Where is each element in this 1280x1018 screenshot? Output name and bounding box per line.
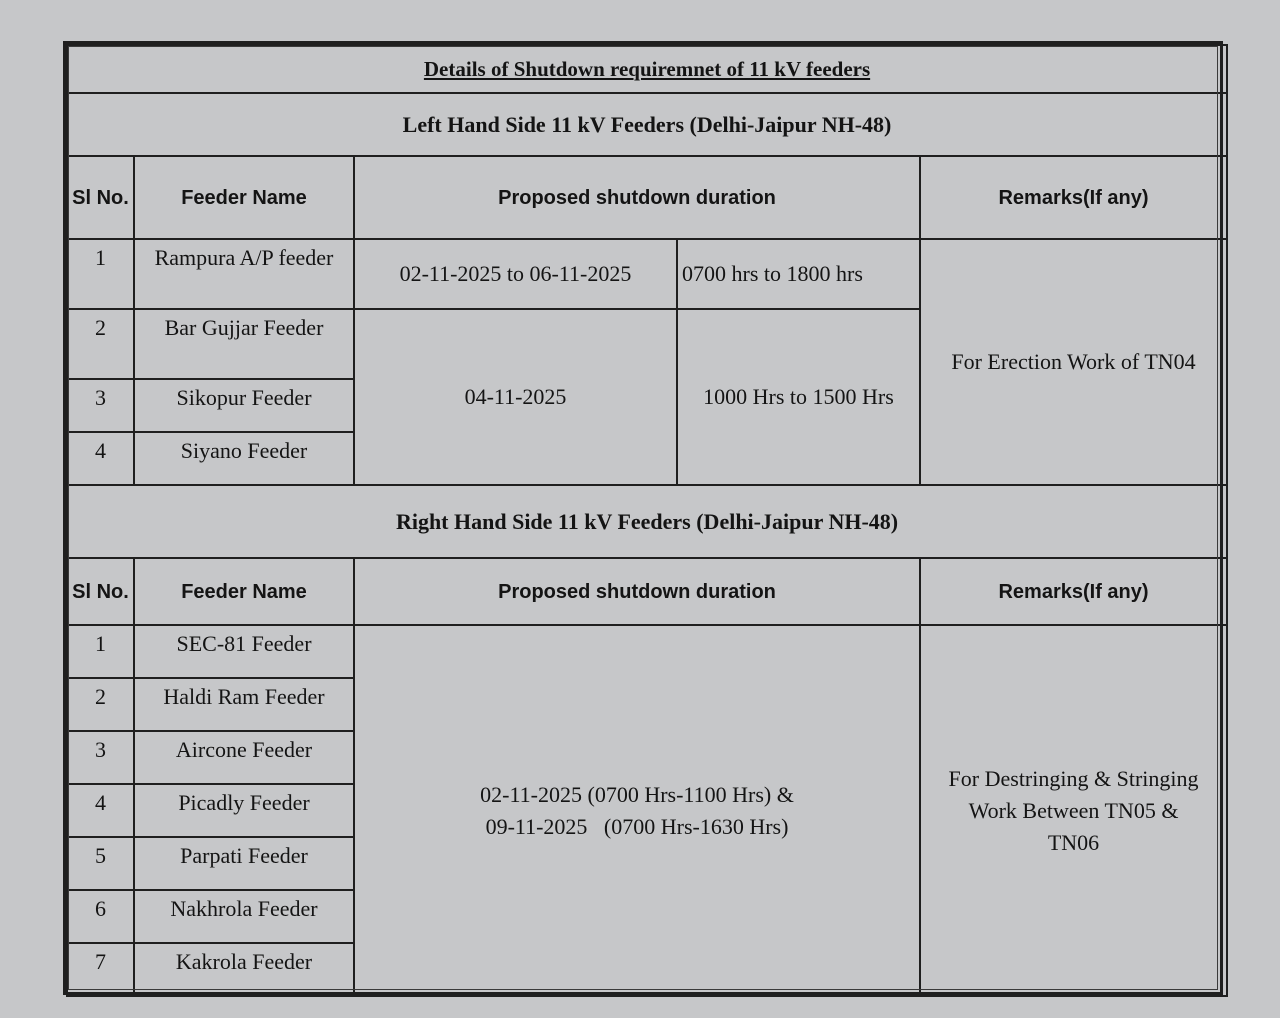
feeder-name-cell: SEC-81 Feeder	[134, 625, 354, 678]
rhs-header-row	[67, 558, 1227, 625]
shutdown-time-cell: 1000 Hrs to 1500 Hrs	[677, 309, 920, 485]
rhs-remark-line-2: Work Between TN05 &	[968, 797, 1179, 823]
shutdown-time-cell: 0700 hrs to 1800 hrs	[677, 239, 920, 309]
title-row	[67, 45, 1227, 93]
rhs-remark-line-1: For Destringing & Stringing	[948, 765, 1199, 791]
rhs-duration-header: Proposed shutdown duration	[354, 558, 920, 625]
sl-no-cell: 4	[67, 432, 134, 485]
feeder-name-cell: Haldi Ram Feeder	[134, 678, 354, 731]
lhs-feeder-name-header: Feeder Name	[134, 156, 354, 239]
sl-no-cell: 3	[67, 379, 134, 432]
shutdown-date-cell: 02-11-2025 to 06-11-2025	[354, 239, 677, 309]
table-row	[67, 239, 1227, 309]
lhs-section-row	[67, 93, 1227, 156]
table-row	[67, 625, 1227, 678]
sl-no-cell: 3	[67, 731, 134, 784]
feeder-name-cell: Siyano Feeder	[134, 432, 354, 485]
shutdown-document	[63, 41, 1223, 995]
rhs-remark-line-3: TN06	[1047, 829, 1100, 855]
feeder-name-cell: Bar Gujjar Feeder	[134, 309, 354, 379]
feeder-name-cell: Parpati Feeder	[134, 837, 354, 890]
shutdown-date-cell: 04-11-2025	[354, 309, 677, 485]
rhs-section-heading: Right Hand Side 11 kV Feeders (Delhi-Jaipur NH-48)	[67, 485, 1227, 558]
lhs-section-heading: Left Hand Side 11 kV Feeders (Delhi-Jaipur NH-48)	[67, 93, 1227, 156]
rhs-remarks-header: Remarks(If any)	[920, 558, 1227, 625]
rhs-sl-no-header: Sl No.	[67, 558, 134, 625]
sl-no-cell: 5	[67, 837, 134, 890]
sl-no-cell: 2	[67, 309, 134, 379]
rhs-remark-cell	[920, 625, 1227, 996]
sl-no-cell: 6	[67, 890, 134, 943]
lhs-sl-no-header: Sl No.	[67, 156, 134, 239]
feeder-name-cell: Aircone Feeder	[134, 731, 354, 784]
document-title: Details of Shutdown requiremnet of 11 kV feeders	[67, 45, 1227, 93]
feeder-name-cell: Nakhrola Feeder	[134, 890, 354, 943]
feeder-name-cell: Sikopur Feeder	[134, 379, 354, 432]
sl-no-cell: 1	[67, 625, 134, 678]
shutdown-table	[66, 44, 1228, 997]
sl-no-cell: 7	[67, 943, 134, 996]
sl-no-cell: 4	[67, 784, 134, 837]
lhs-header-row	[67, 156, 1227, 239]
rhs-feeder-name-header: Feeder Name	[134, 558, 354, 625]
feeder-name-cell: Rampura A/P feeder	[134, 239, 354, 309]
rhs-duration-line-1: 02-11-2025 (0700 Hrs-1100 Hrs) &	[480, 781, 794, 807]
feeder-name-cell: Picadly Feeder	[134, 784, 354, 837]
rhs-section-row	[67, 485, 1227, 558]
rhs-duration-cell	[354, 625, 920, 996]
lhs-remark-cell: For Erection Work of TN04	[920, 239, 1227, 485]
sl-no-cell: 2	[67, 678, 134, 731]
rhs-duration-line-2: 09-11-2025 (0700 Hrs-1630 Hrs)	[485, 813, 789, 839]
sl-no-cell: 1	[67, 239, 134, 309]
feeder-name-cell: Kakrola Feeder	[134, 943, 354, 996]
lhs-remarks-header: Remarks(If any)	[920, 156, 1227, 239]
lhs-duration-header: Proposed shutdown duration	[354, 156, 920, 239]
